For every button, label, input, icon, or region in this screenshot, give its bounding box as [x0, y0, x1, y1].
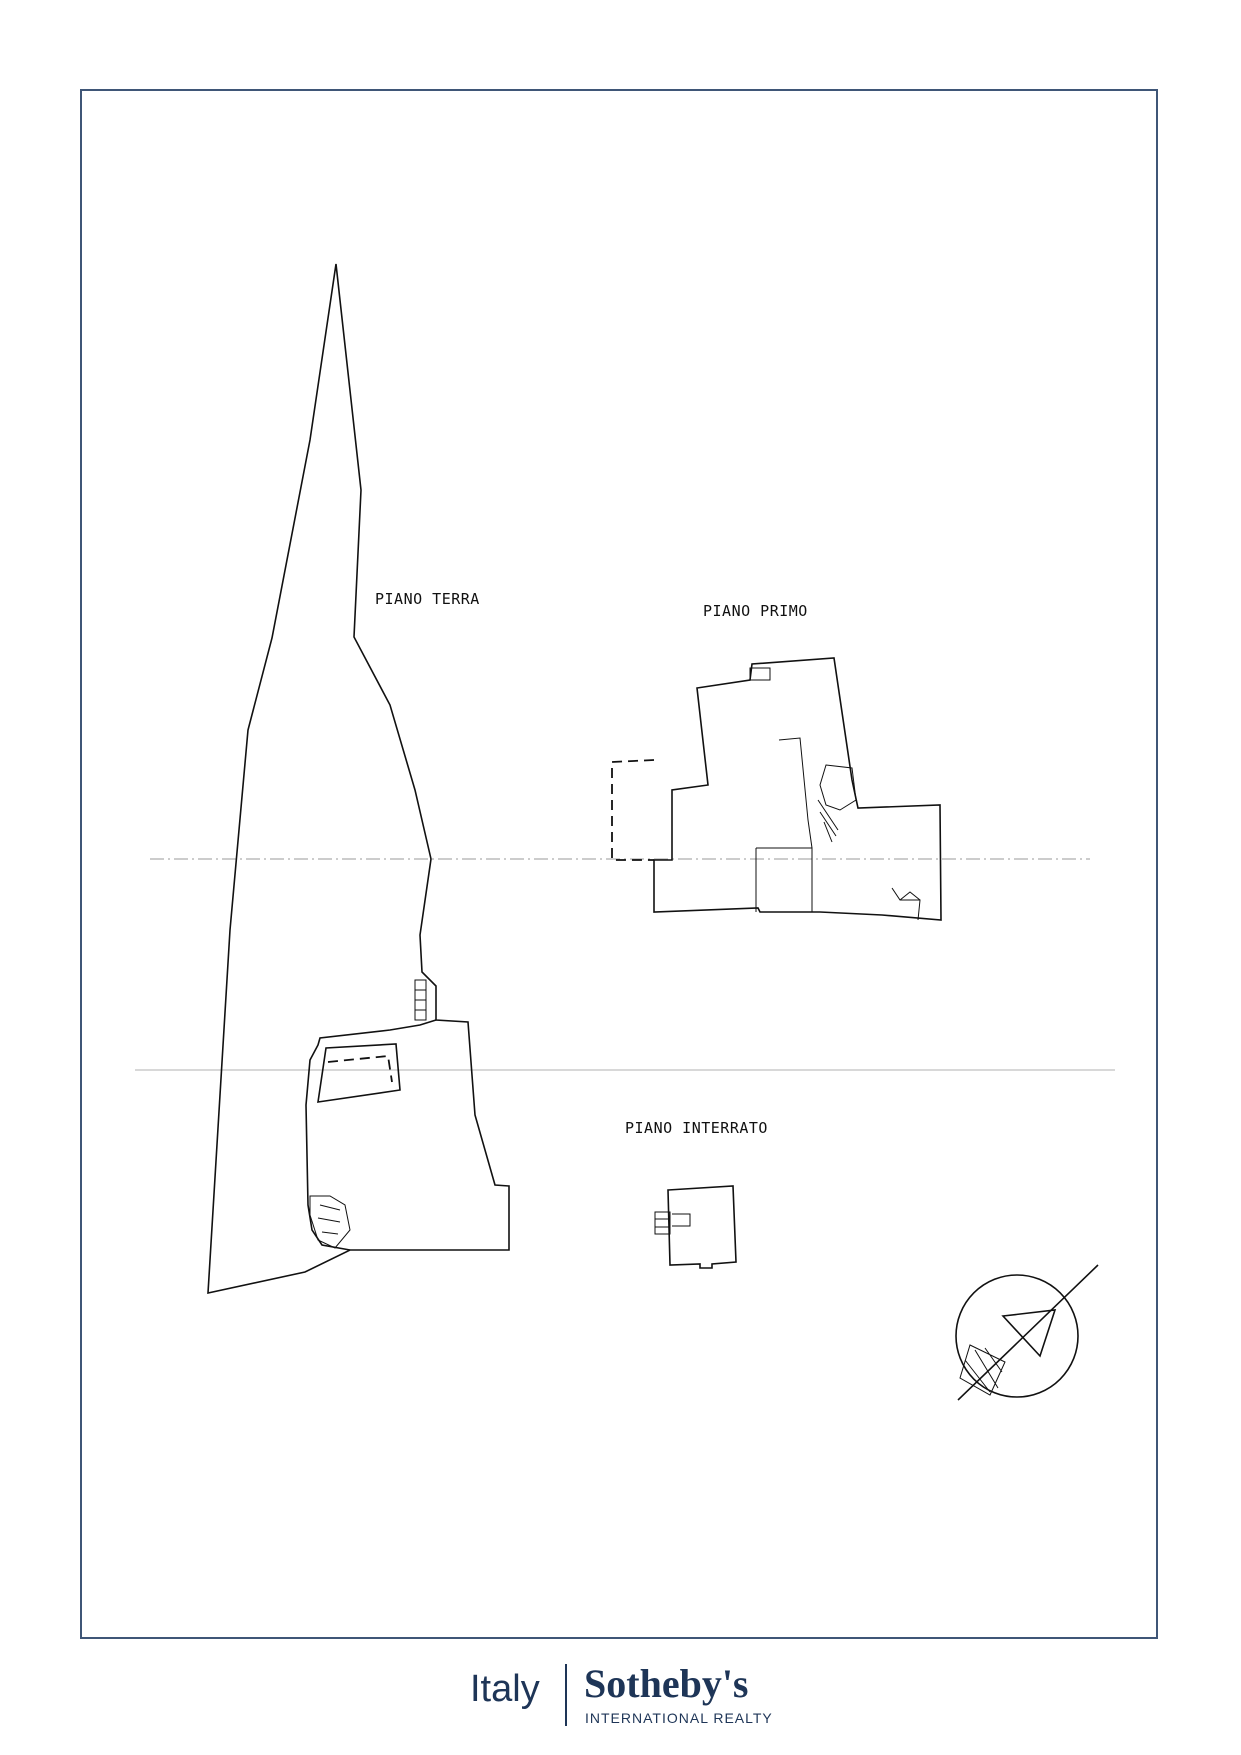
basement-outline	[668, 1186, 736, 1268]
ground-floor-stairs	[415, 980, 426, 1020]
first-floor-stair-detail	[750, 668, 770, 680]
first-floor-room	[756, 848, 812, 912]
label-ground-floor: PIANO TERRA	[375, 590, 480, 608]
ground-floor-plot-outline	[208, 264, 509, 1293]
brand-italy: Italy	[470, 1668, 540, 1710]
brand-international-realty: INTERNATIONAL REALTY	[585, 1710, 773, 1726]
first-floor-detail	[892, 888, 920, 920]
ground-floor-dashed-pool	[328, 1056, 392, 1082]
ground-floor-terrace	[318, 1044, 400, 1102]
first-floor-outline	[654, 658, 941, 920]
first-floor-wall	[779, 738, 812, 848]
first-floor-spiral-stairs	[818, 765, 856, 842]
basement-stairs	[655, 1212, 690, 1234]
brand-footer	[0, 1660, 1241, 1730]
brand-separator	[565, 1664, 567, 1726]
ground-floor-spiral-stairs	[310, 1196, 350, 1248]
first-floor-dashed-balcony	[612, 760, 654, 860]
label-basement: PIANO INTERRATO	[625, 1119, 768, 1137]
compass-north-arrow-icon	[956, 1265, 1098, 1400]
brand-sothebys: Sotheby's	[584, 1661, 749, 1706]
label-first-floor: PIANO PRIMO	[703, 602, 808, 620]
